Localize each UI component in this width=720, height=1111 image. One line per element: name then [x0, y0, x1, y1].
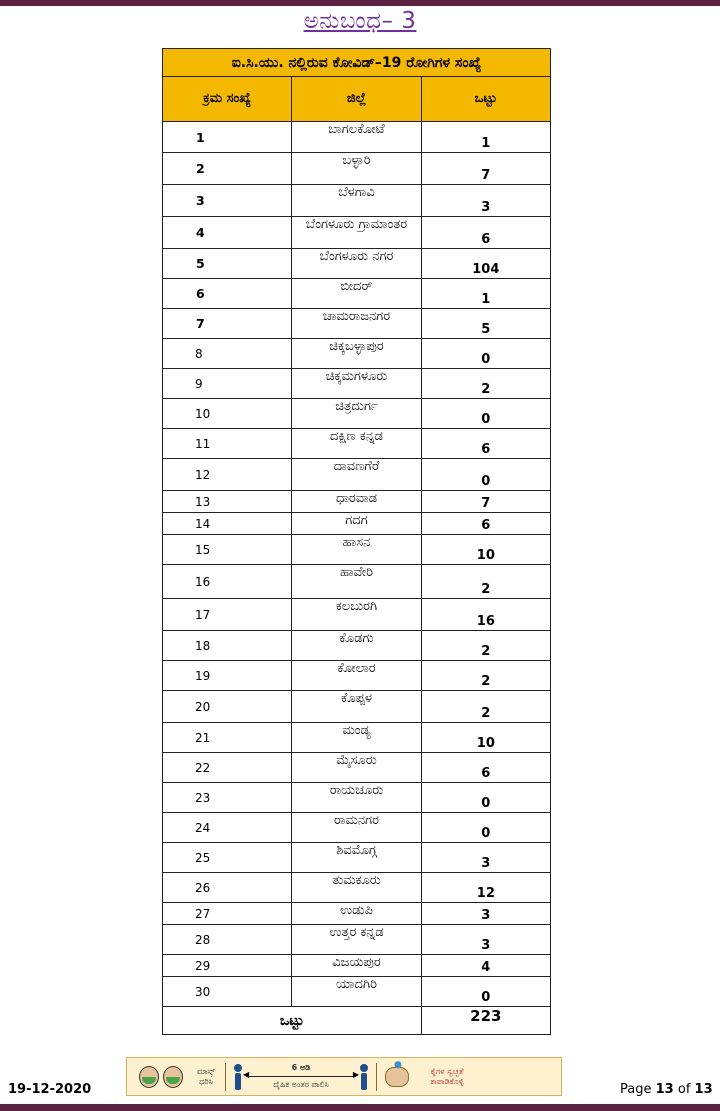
district-cell: [292, 429, 421, 459]
district-cell-text: ಯಾದಗಿರಿ: [336, 977, 377, 992]
count-cell-text: 4: [481, 960, 491, 975]
total-row: [163, 1007, 551, 1035]
count-cell-text: 12: [476, 886, 495, 901]
district-cell: [292, 399, 421, 429]
serial-cell-text: 11: [195, 436, 211, 451]
count-cell: [421, 369, 550, 399]
count-cell: [421, 429, 550, 459]
district-cell-text: ಬಳ್ಳಾರಿ: [342, 153, 371, 168]
serial-cell-text: 17: [195, 607, 211, 622]
table-row: [163, 153, 551, 185]
table-row: [163, 535, 551, 565]
serial-cell: [163, 309, 292, 339]
serial-cell-text: 22: [195, 760, 211, 775]
serial-cell-text: 3: [196, 193, 205, 208]
distance-text: ದೈಹಿಕ ಅಂತರ ಪಾಲಿಸಿ: [273, 1080, 329, 1089]
district-cell-text: ಶಿವಮೊಗ್ಗ: [336, 843, 377, 858]
district-cell-text: ಉಡುಪಿ: [340, 903, 373, 918]
serial-cell: [163, 535, 292, 565]
table-row: [163, 753, 551, 783]
count-cell-text: 5: [481, 322, 491, 337]
table-caption: ಐ.ಸಿ.ಯು. ನಲ್ಲಿರುವ ಕೋವಿಡ್–19 ರೋಗಿಗಳ ಸಂಖ್ಯೆ: [163, 49, 551, 77]
serial-cell: [163, 399, 292, 429]
serial-cell: [163, 153, 292, 185]
mask-text: ಮಾಸ್ಕ್ ಧರಿಸಿ: [196, 1066, 216, 1086]
serial-cell-text: 1: [196, 129, 205, 145]
table-row: [163, 185, 551, 217]
header-serial: ಕ್ರಮ ಸಂಖ್ಯೆ: [163, 77, 292, 122]
table-row: [163, 903, 551, 925]
table-row: [163, 661, 551, 691]
district-cell-text: ಚಿಕ್ಕಮಗಳೂರು: [325, 369, 388, 384]
count-cell-text: 3: [481, 856, 491, 871]
serial-cell: [163, 279, 292, 309]
count-cell: [421, 691, 550, 723]
district-cell-text: ವಿಜಯಪುರ: [332, 955, 381, 970]
count-cell: [421, 309, 550, 339]
district-cell-text: ಬಾಗಲಕೋಟೆ: [328, 122, 385, 137]
table-row: [163, 309, 551, 339]
district-cell-text: ಧಾರವಾಡ: [335, 491, 378, 506]
district-cell-text: ಬೆಳಗಾವಿ: [338, 185, 375, 200]
table-row: [163, 783, 551, 813]
count-cell: [421, 599, 550, 631]
district-cell: [292, 955, 421, 977]
count-cell: [421, 122, 550, 153]
district-cell: [292, 217, 421, 249]
serial-cell-text: 7: [196, 316, 205, 331]
district-cell: [292, 122, 421, 153]
table-row: [163, 491, 551, 513]
serial-cell: [163, 459, 292, 491]
table-row: [163, 339, 551, 369]
count-cell: [421, 339, 550, 369]
count-cell: [421, 783, 550, 813]
district-cell-text: ಚಾಮರಾಜನಗರ: [322, 309, 391, 324]
district-cell: [292, 153, 421, 185]
count-cell-text: 2: [481, 644, 491, 659]
total-label: ಒಟ್ಟು: [163, 1007, 422, 1035]
mask-section: [127, 1058, 221, 1095]
count-cell: [421, 925, 550, 955]
serial-cell-text: 20: [195, 699, 211, 714]
distance-section: [230, 1058, 372, 1095]
serial-cell-text: 15: [195, 542, 211, 557]
serial-cell-text: 12: [195, 467, 211, 482]
district-cell: [292, 513, 421, 535]
district-cell-text: ಹಾಸನ: [342, 535, 371, 550]
serial-cell-text: 21: [195, 730, 211, 745]
district-cell: [292, 873, 421, 903]
count-cell-text: 7: [481, 496, 491, 511]
serial-cell-text: 8: [195, 346, 203, 361]
banner-divider: [376, 1063, 377, 1091]
serial-cell: [163, 429, 292, 459]
table-row: [163, 955, 551, 977]
district-cell: [292, 691, 421, 723]
masked-face-icon: [163, 1066, 183, 1088]
district-cell: [292, 783, 421, 813]
serial-cell: [163, 339, 292, 369]
serial-cell-text: 19: [195, 668, 211, 683]
count-cell-text: 2: [481, 674, 491, 689]
icu-covid-table: [162, 48, 551, 1035]
count-cell-text: 0: [481, 412, 491, 427]
count-cell-text: 0: [481, 474, 491, 489]
count-cell: [421, 631, 550, 661]
footer-date: 19-12-2020: [8, 1082, 92, 1097]
page-of: of: [677, 1082, 691, 1097]
serial-cell: [163, 122, 292, 153]
count-cell: [421, 217, 550, 249]
district-cell: [292, 977, 421, 1007]
table-row: [163, 513, 551, 535]
count-cell: [421, 399, 550, 429]
district-cell-text: ಕೋಲಾರ: [337, 661, 376, 676]
count-cell: [421, 153, 550, 185]
count-cell-text: 2: [481, 706, 491, 721]
count-cell-text: 6: [481, 518, 491, 533]
district-cell: [292, 661, 421, 691]
count-cell-text: 1: [481, 136, 491, 151]
serial-cell-text: 14: [195, 516, 211, 531]
district-cell: [292, 491, 421, 513]
serial-cell: [163, 661, 292, 691]
district-cell-text: ಹಾವೇರಿ: [339, 565, 374, 580]
count-cell-text: 0: [481, 826, 491, 841]
serial-cell: [163, 977, 292, 1007]
count-cell: [421, 753, 550, 783]
person-icon: [234, 1064, 242, 1090]
table-row: [163, 249, 551, 279]
count-cell: [421, 535, 550, 565]
serial-cell-text: 5: [196, 256, 205, 271]
table-row: [163, 599, 551, 631]
serial-cell: [163, 723, 292, 753]
count-cell-text: 16: [476, 614, 495, 629]
table-row: [163, 843, 551, 873]
table-row: [163, 977, 551, 1007]
serial-cell-text: 25: [195, 850, 211, 865]
serial-cell-text: 16: [195, 574, 211, 589]
bottom-border: [0, 1104, 720, 1111]
table-row: [163, 925, 551, 955]
district-cell-text: ಕೊಡಗು: [339, 631, 374, 646]
table-row: [163, 459, 551, 491]
count-cell: [421, 723, 550, 753]
count-cell-text: 2: [481, 582, 491, 597]
district-cell: [292, 185, 421, 217]
count-cell-text: 7: [481, 168, 491, 183]
count-cell: [421, 565, 550, 599]
count-cell-text: 2: [481, 382, 491, 397]
count-cell: [421, 903, 550, 925]
count-cell-text: 104: [472, 262, 500, 277]
total-value: 223: [421, 1007, 550, 1035]
serial-cell: [163, 843, 292, 873]
district-cell: [292, 339, 421, 369]
district-cell-text: ದಾವಣಗೆರೆ: [333, 459, 380, 474]
serial-cell: [163, 185, 292, 217]
district-cell: [292, 535, 421, 565]
serial-cell-text: 28: [195, 932, 211, 947]
district-cell-text: ರಾಮನಗರ: [334, 813, 379, 828]
serial-cell: [163, 903, 292, 925]
district-cell-text: ಮಂಡ್ಯ: [342, 723, 371, 738]
handwash-text: ಕೈಗಳ ಸ್ವಚ್ಛತೆ ಕಾಪಾಡಿಕೊಳ್ಳಿ: [430, 1066, 464, 1086]
district-cell: [292, 723, 421, 753]
double-arrow-icon: [246, 1076, 356, 1077]
count-cell: [421, 661, 550, 691]
annex-title: ಅನುಬಂಧ– 3: [303, 8, 417, 34]
district-cell: [292, 309, 421, 339]
count-cell-text: 10: [476, 736, 495, 751]
masked-face-icon: [139, 1066, 159, 1088]
table-row: [163, 399, 551, 429]
district-cell-text: ಮೈಸೂರು: [336, 753, 377, 768]
count-cell-text: 10: [476, 548, 495, 563]
district-cell: [292, 753, 421, 783]
count-cell-text: 0: [481, 796, 491, 811]
count-cell: [421, 843, 550, 873]
table-row: [163, 369, 551, 399]
serial-cell-text: 23: [195, 790, 211, 805]
district-cell: [292, 565, 421, 599]
count-cell: [421, 813, 550, 843]
count-cell: [421, 185, 550, 217]
serial-cell: [163, 691, 292, 723]
count-cell: [421, 491, 550, 513]
serial-cell: [163, 249, 292, 279]
district-cell-text: ಚಿತ್ರದುರ್ಗ: [335, 399, 378, 414]
district-cell-text: ರಾಯಚೂರು: [329, 783, 384, 798]
district-cell: [292, 631, 421, 661]
distance-top-text: 6 ಅಡಿ: [291, 1063, 311, 1072]
serial-cell-text: 2: [196, 161, 205, 176]
count-cell: [421, 279, 550, 309]
table-row: [163, 631, 551, 661]
table-row: [163, 873, 551, 903]
person-icon: [360, 1064, 368, 1090]
district-cell: [292, 843, 421, 873]
page-prefix: Page: [620, 1082, 652, 1097]
covid-safety-banner: [126, 1057, 562, 1096]
serial-cell: [163, 599, 292, 631]
top-border: [0, 0, 720, 6]
serial-cell: [163, 873, 292, 903]
district-cell: [292, 279, 421, 309]
page-indicator: [620, 1082, 713, 1097]
serial-cell-text: 26: [195, 880, 211, 895]
count-cell: [421, 977, 550, 1007]
district-cell: [292, 249, 421, 279]
serial-cell: [163, 369, 292, 399]
count-cell: [421, 955, 550, 977]
table-row: [163, 723, 551, 753]
serial-cell-text: 6: [196, 286, 205, 301]
district-cell-text: ಚಿಕ್ಕಬಳ್ಳಾಪುರ: [329, 339, 384, 354]
header-total: ಒಟ್ಟು: [421, 77, 550, 122]
district-cell-text: ಬೆಂಗಳೂರು ನಗರ: [319, 249, 394, 264]
count-cell: [421, 459, 550, 491]
count-cell-text: 0: [481, 352, 491, 367]
count-cell-text: 3: [481, 200, 491, 215]
district-cell: [292, 369, 421, 399]
district-cell-text: ಗದಗ: [345, 513, 368, 528]
count-cell-text: 3: [481, 908, 491, 923]
district-cell: [292, 903, 421, 925]
serial-cell: [163, 631, 292, 661]
serial-cell-text: 29: [195, 958, 211, 973]
district-cell-text: ಬೆಂಗಳೂರು ಗ್ರಾಮಾಂತರ: [305, 217, 408, 232]
table-row: [163, 565, 551, 599]
serial-cell-text: 4: [196, 225, 205, 240]
table-row: [163, 691, 551, 723]
serial-cell: [163, 813, 292, 843]
table-row: [163, 279, 551, 309]
count-cell-text: 6: [481, 766, 491, 781]
page-total: 13: [694, 1082, 713, 1097]
serial-cell: [163, 925, 292, 955]
count-cell: [421, 513, 550, 535]
district-cell: [292, 925, 421, 955]
district-cell-text: ಕೊಪ್ಪಳ: [340, 691, 373, 706]
serial-cell-text: 27: [195, 906, 211, 921]
district-cell-text: ಬೀದರ್: [340, 279, 373, 294]
handwash-icon: ●: [385, 1067, 409, 1087]
serial-cell-text: 10: [195, 406, 211, 421]
district-cell-text: ಕಲಬುರಗಿ: [335, 599, 378, 614]
count-cell-text: 6: [481, 442, 491, 457]
serial-cell: [163, 513, 292, 535]
count-cell-text: 1: [481, 292, 491, 307]
header-district: ಜಿಲ್ಲೆ: [292, 77, 421, 122]
serial-cell: [163, 565, 292, 599]
count-cell: [421, 873, 550, 903]
serial-cell: [163, 753, 292, 783]
district-cell-text: ಉತ್ತರ ಕನ್ನಡ: [329, 925, 384, 940]
table-row: [163, 429, 551, 459]
serial-cell-text: 24: [195, 820, 211, 835]
serial-cell-text: 9: [195, 376, 203, 391]
serial-cell: [163, 783, 292, 813]
serial-cell: [163, 217, 292, 249]
banner-divider: [225, 1063, 226, 1091]
page-current: 13: [655, 1082, 674, 1097]
count-cell-text: 6: [481, 232, 491, 247]
table-row: [163, 217, 551, 249]
district-cell: [292, 813, 421, 843]
serial-cell: [163, 955, 292, 977]
table-header-row: [163, 77, 551, 122]
handwash-section: [381, 1058, 477, 1095]
table-row: [163, 122, 551, 153]
district-cell: [292, 459, 421, 491]
serial-cell: [163, 491, 292, 513]
serial-cell-text: 13: [195, 494, 211, 509]
table-row: [163, 813, 551, 843]
count-cell-text: 3: [481, 938, 491, 953]
serial-cell-text: 30: [195, 984, 211, 999]
district-cell: [292, 599, 421, 631]
district-cell-text: ದಕ್ಷಿಣ ಕನ್ನಡ: [330, 429, 383, 444]
count-cell: [421, 249, 550, 279]
count-cell-text: 0: [481, 990, 491, 1005]
district-cell-text: ತುಮಕೂರು: [332, 873, 381, 888]
serial-cell-text: 18: [195, 638, 211, 653]
